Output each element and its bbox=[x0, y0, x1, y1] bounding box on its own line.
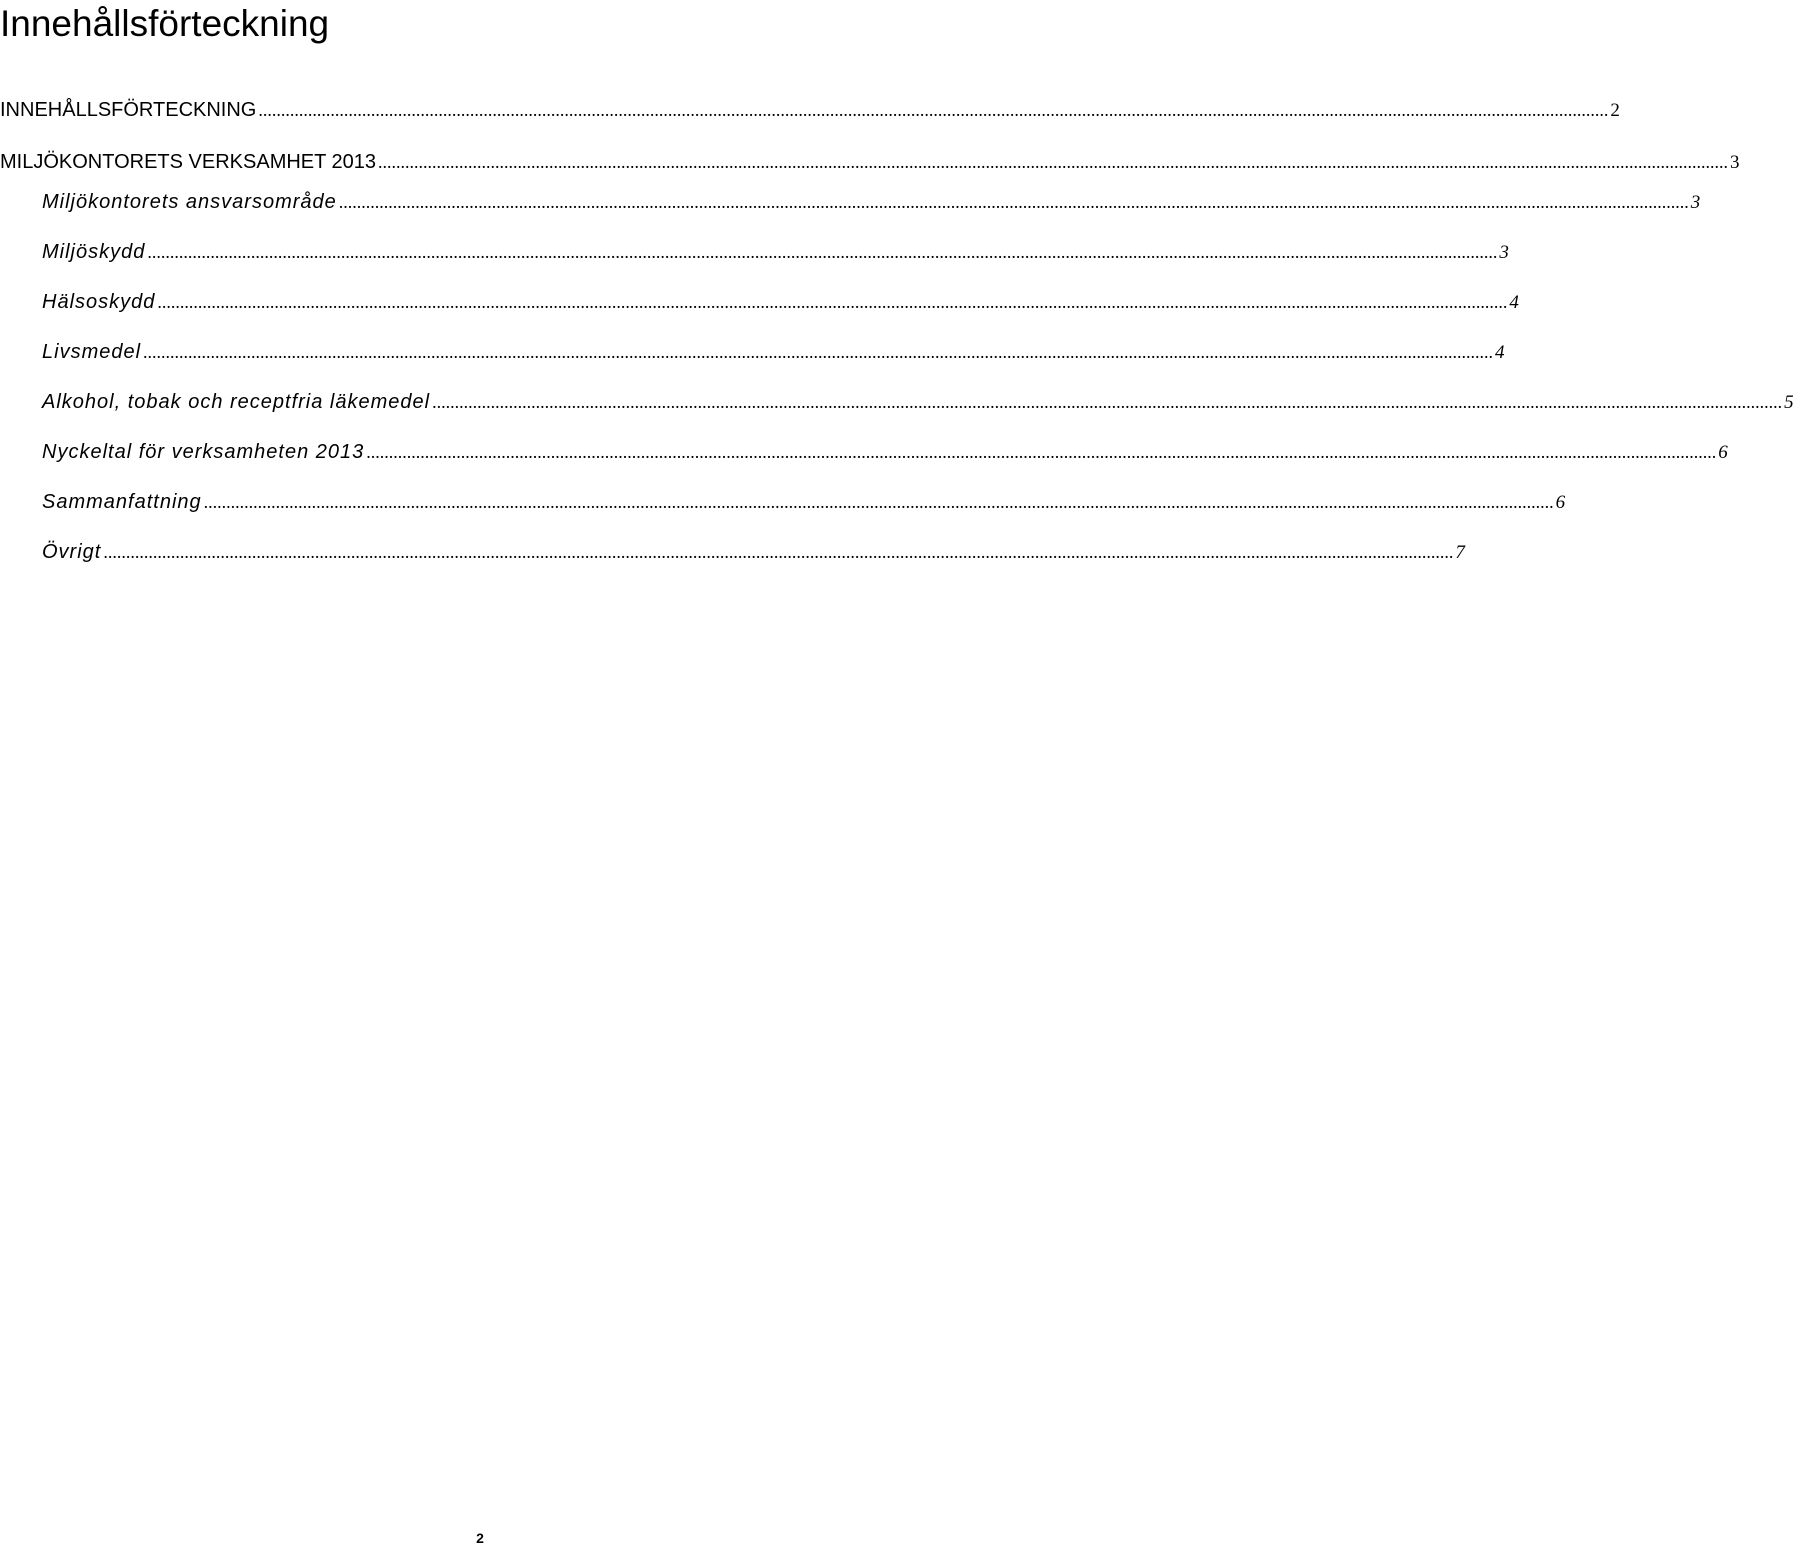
toc-entry[interactable] bbox=[42, 491, 1566, 519]
toc-entry-page: 2 bbox=[1610, 100, 1620, 121]
toc-entry-page: 5 bbox=[1784, 392, 1794, 413]
toc-entry-page: 4 bbox=[1509, 292, 1519, 313]
page-title: Innehållsförteckning bbox=[0, 3, 330, 44]
toc-entry-page: 7 bbox=[1455, 542, 1465, 563]
toc-entry[interactable] bbox=[42, 341, 1505, 369]
toc-entry-page: 6 bbox=[1718, 442, 1728, 463]
toc-entry-page: 3 bbox=[1730, 152, 1740, 173]
dot-leader: ............................................................................................................................................................................................................................................................................................................ bbox=[378, 152, 1729, 172]
toc-entry-page: 3 bbox=[1690, 192, 1701, 213]
dot-leader: ............................................................................................................................................................................................................................................................................................................ bbox=[203, 492, 1554, 512]
toc-entry[interactable] bbox=[42, 291, 1519, 319]
dot-leader: ............................................................................................................................................................................................................................................................................................................ bbox=[157, 292, 1508, 312]
dot-leader: ............................................................................................................................................................................................................................................................................................................ bbox=[103, 542, 1454, 562]
page-number: 2 bbox=[476, 1530, 484, 1546]
dot-leader: ............................................................................................................................................................................................................................................................................................................ bbox=[338, 192, 1689, 212]
toc-entry-label: Nyckeltal för verksamheten 2013 bbox=[42, 441, 365, 463]
toc-entry-label: Sammanfattning bbox=[42, 491, 202, 513]
dot-leader: ............................................................................................................................................................................................................................................................................................................ bbox=[366, 442, 1717, 462]
toc-entry[interactable] bbox=[42, 191, 1701, 219]
toc-entry-label: Hälsoskydd bbox=[42, 291, 156, 313]
dot-leader: ............................................................................................................................................................................................................................................................................................................ bbox=[258, 100, 1609, 120]
toc-entry[interactable] bbox=[42, 441, 1728, 469]
toc-entry[interactable] bbox=[42, 241, 1509, 269]
toc-entry-label: Miljöskydd bbox=[42, 241, 146, 263]
toc-entry-label: MILJÖKONTORETS VERKSAMHET 2013 bbox=[0, 151, 377, 173]
toc-entry-label: Miljökontorets ansvarsområde bbox=[42, 191, 337, 213]
dot-leader: ............................................................................................................................................................................................................................................................................................................ bbox=[143, 342, 1494, 362]
toc-entry-label: INNEHÅLLSFÖRTECKNING bbox=[0, 99, 257, 121]
toc-entry-page: 4 bbox=[1495, 342, 1505, 363]
toc-entry[interactable] bbox=[0, 151, 1740, 179]
toc-entry-page: 6 bbox=[1555, 492, 1566, 513]
toc-entry-label: Livsmedel bbox=[42, 341, 142, 363]
toc-entry-page: 3 bbox=[1499, 242, 1509, 263]
toc-entry[interactable] bbox=[42, 391, 1794, 419]
dot-leader: ............................................................................................................................................................................................................................................................................................................ bbox=[432, 392, 1783, 412]
toc-entry[interactable] bbox=[0, 99, 1620, 127]
toc-entry-label: Alkohol, tobak och receptfria läkemedel bbox=[42, 391, 431, 413]
toc-entry-label: Övrigt bbox=[42, 541, 102, 563]
dot-leader: ............................................................................................................................................................................................................................................................................................................ bbox=[147, 242, 1498, 262]
toc-entry[interactable] bbox=[42, 541, 1465, 569]
